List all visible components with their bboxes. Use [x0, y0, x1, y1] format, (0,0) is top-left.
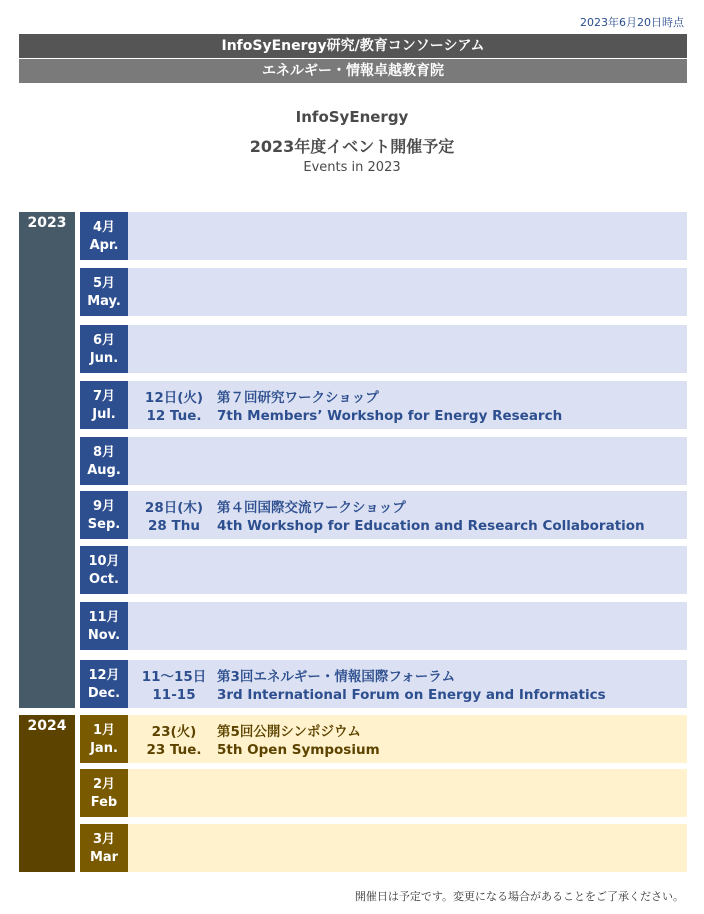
footer-note: 開催日は予定です。変更になる場合があることをご了承ください。: [354, 890, 684, 903]
month-row-apr: [80, 212, 687, 260]
event-name-en: 7th Members’ Workshop for Energy Research: [217, 408, 563, 424]
month-en: Apr.: [89, 238, 119, 253]
month-row-dec: [80, 660, 687, 708]
page-title: 2023年度イベント開催予定: [249, 137, 455, 156]
event-date-jp: 12日(火): [144, 390, 204, 406]
program-band: エネルギー・情報卓越教育院: [19, 59, 687, 83]
year-label-2023: 2023: [19, 212, 75, 708]
month-box: [80, 491, 128, 539]
page-subtitle: Events in 2023: [303, 160, 401, 175]
month-row-oct: [80, 546, 687, 594]
month-box: [80, 660, 128, 708]
event-date-en: 12 Tue.: [146, 408, 202, 424]
month-en: Jun.: [89, 351, 119, 366]
month-jp: 9月: [92, 499, 116, 514]
month-box: [80, 325, 128, 373]
month-box: [80, 769, 128, 817]
month-box: [80, 546, 128, 594]
month-en: Aug.: [87, 463, 121, 478]
event-date-en: 11-15: [152, 687, 196, 703]
consortium-band: InfoSyEnergy研究/教育コンソーシアム: [19, 34, 687, 58]
event-date-jp: 28日(木): [144, 500, 204, 516]
event-name-jp: 第７回研究ワークショップ: [217, 390, 379, 406]
month-row-sep: [80, 491, 687, 539]
month-row-feb: [80, 769, 687, 817]
month-box: [80, 824, 128, 872]
event-date-en: 28 Thu: [148, 518, 200, 534]
month-en: Mar: [89, 850, 119, 865]
month-row-jan: [80, 715, 687, 763]
month-row-mar: [80, 824, 687, 872]
month-row-may: [80, 268, 687, 316]
year-label-2024: 2024: [19, 715, 75, 872]
brand-title: InfoSyEnergy: [295, 108, 409, 126]
month-row-nov: [80, 602, 687, 650]
month-box: [80, 212, 128, 260]
month-jp: 6月: [92, 333, 116, 348]
month-jp: 12月: [88, 668, 120, 683]
event-name-jp: 第3回エネルギー・情報国際フォーラム: [217, 669, 456, 685]
event-name-jp: 第5回公開シンポジウム: [217, 724, 361, 740]
month-en: Sep.: [87, 517, 121, 532]
event-name-jp: 第４回国際交流ワークショップ: [217, 500, 406, 516]
event-name-en: 3rd International Forum on Energy and Informatics: [217, 687, 606, 703]
month-jp: 3月: [92, 832, 116, 847]
month-en: Nov.: [87, 628, 121, 643]
event-date-en: 23 Tue.: [146, 742, 202, 758]
event-name-en: 4th Workshop for Education and Research Collaboration: [217, 518, 645, 534]
month-en: Jan.: [90, 741, 118, 756]
month-jp: 5月: [92, 276, 116, 291]
month-en: Feb: [90, 795, 118, 810]
month-row-aug: [80, 437, 687, 485]
month-box: [80, 715, 128, 763]
event-date-jp: 23(火): [151, 724, 197, 740]
month-jp: 11月: [88, 610, 120, 625]
month-en: Oct.: [89, 572, 119, 587]
month-box: [80, 437, 128, 485]
month-box: [80, 268, 128, 316]
month-jp: 10月: [88, 554, 120, 569]
month-box: [80, 381, 128, 429]
month-box: [80, 602, 128, 650]
month-en: Dec.: [87, 686, 121, 701]
month-jp: 1月: [92, 723, 116, 738]
month-jp: 2月: [92, 777, 116, 792]
month-en: Jul.: [92, 407, 116, 422]
date-stamp: 2023年6月20日時点: [580, 16, 684, 29]
month-jp: 7月: [92, 389, 116, 404]
event-name-en: 5th Open Symposium: [217, 742, 380, 758]
month-jp: 4月: [92, 220, 116, 235]
month-jp: 8月: [92, 445, 116, 460]
event-date-jp: 11～15日: [141, 669, 207, 685]
month-row-jul: [80, 381, 687, 429]
month-row-jun: [80, 325, 687, 373]
month-en: May.: [87, 294, 121, 309]
